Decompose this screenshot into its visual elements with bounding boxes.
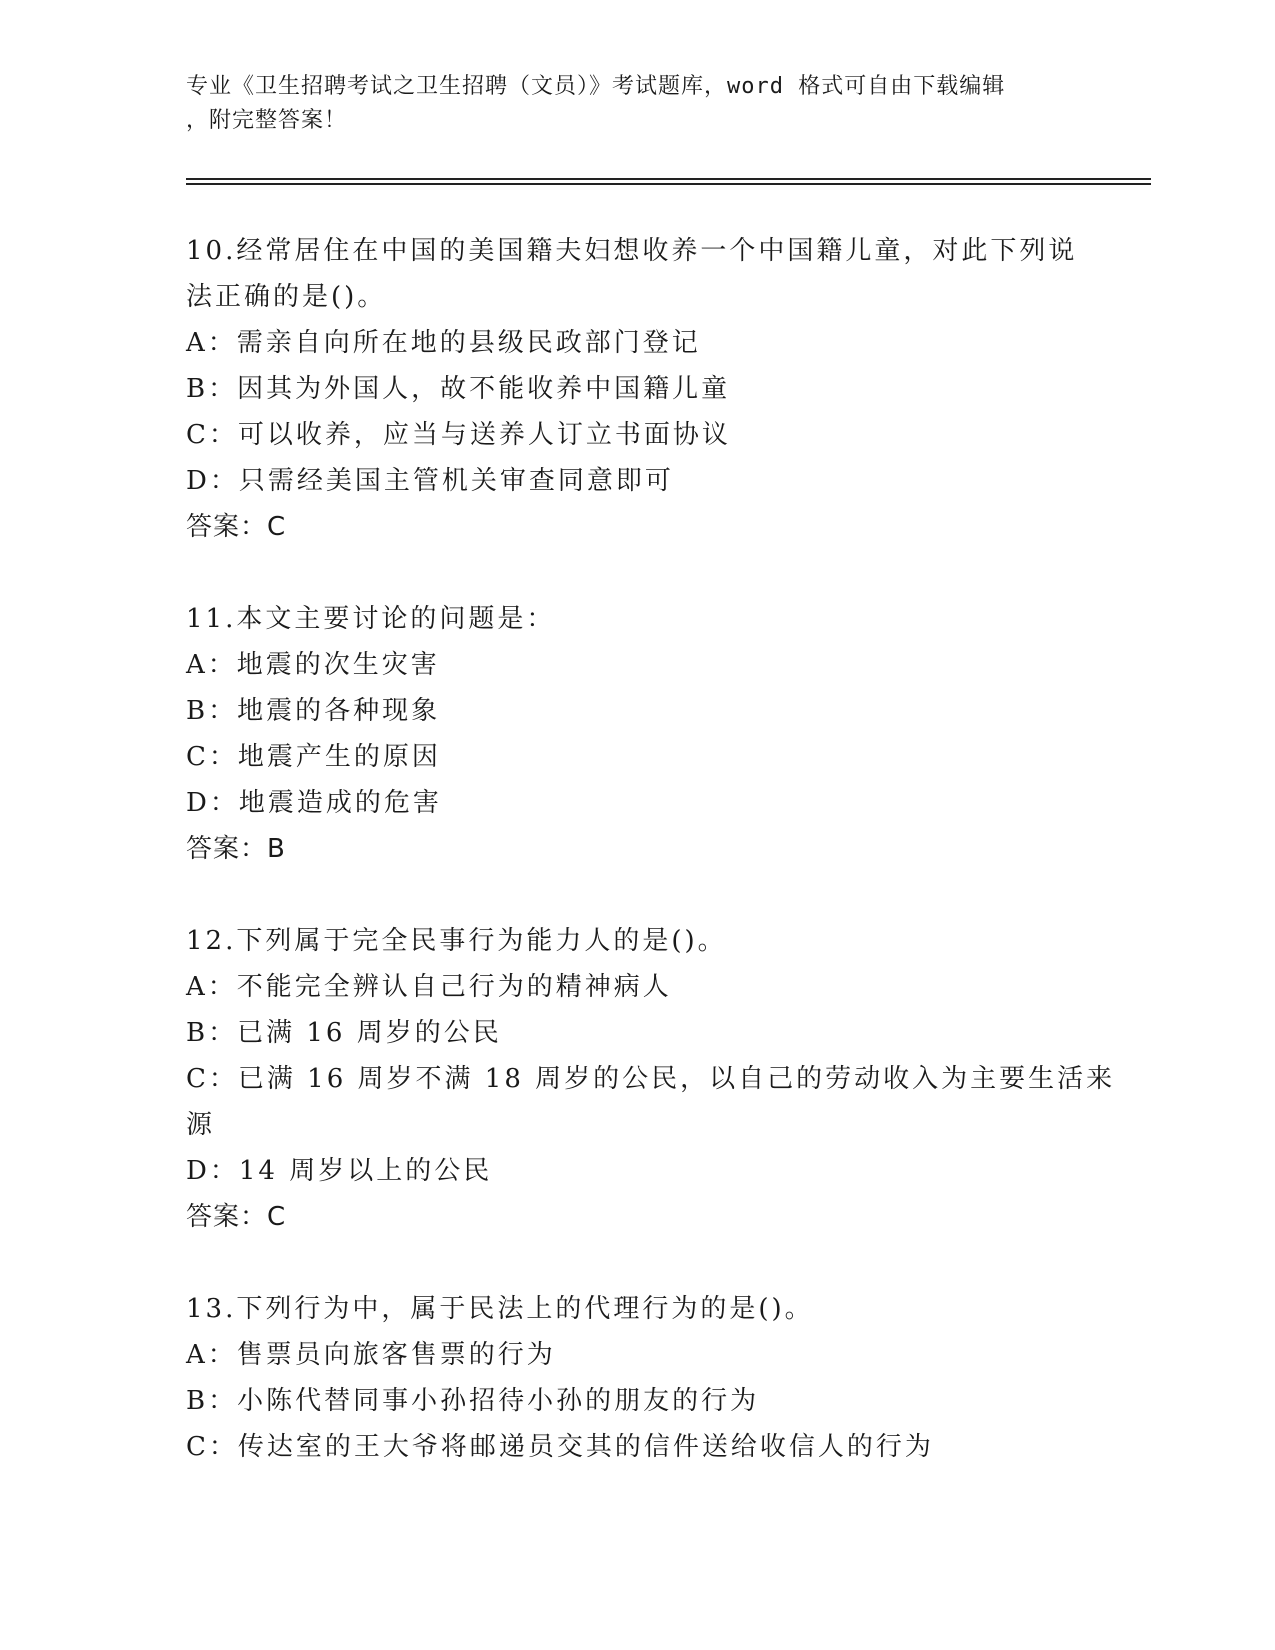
question-spacer <box>186 1240 1086 1286</box>
header-divider-top <box>186 178 1151 180</box>
answer-option: B：地震的各种现象 <box>186 696 441 726</box>
answer-option: C：可以收养，应当与送养人订立书面协议 <box>186 420 731 450</box>
question-block <box>186 918 1116 1286</box>
answer-option: 源 <box>186 1110 216 1140</box>
answer-key: 答案：B <box>186 834 286 864</box>
question-stem: 13.下列行为中，属于民法上的代理行为的是()。 <box>186 1294 814 1324</box>
question-block <box>186 1286 1086 1470</box>
answer-option: D：只需经美国主管机关审查同意即可 <box>186 466 674 496</box>
question-spacer <box>186 550 1086 596</box>
question-block <box>186 228 1086 596</box>
answer-option: C：已满 16 周岁不满 18 周岁的公民，以自己的劳动收入为主要生活来 <box>186 1064 1116 1094</box>
answer-option: B：因其为外国人，故不能收养中国籍儿童 <box>186 374 731 404</box>
answer-option: D：地震造成的危害 <box>186 788 442 818</box>
question-stem: 法正确的是()。 <box>186 282 387 312</box>
answer-option: D：14 周岁以上的公民 <box>186 1156 493 1186</box>
question-block <box>186 596 1086 918</box>
answer-option: A：售票员向旅客售票的行为 <box>186 1340 556 1370</box>
answer-option: A：地震的次生灾害 <box>186 650 440 680</box>
answer-option: A：不能完全辨认自己行为的精神病人 <box>186 972 672 1002</box>
question-stem: 10.经常居住在中国的美国籍夫妇想收养一个中国籍儿童，对此下列说 <box>186 236 1078 266</box>
answer-option: B：已满 16 周岁的公民 <box>186 1018 502 1048</box>
question-list <box>186 228 1116 1470</box>
answer-option: A：需亲自向所在地的县级民政部门登记 <box>186 328 701 358</box>
answer-key: 答案：C <box>186 1202 287 1232</box>
question-spacer <box>186 872 1086 918</box>
header-line-1: 专业《卫生招聘考试之卫生招聘（文员）》考试题库，word 格式可自由下载编辑 <box>186 74 1006 99</box>
answer-option: C：地震产生的原因 <box>186 742 441 772</box>
question-stem: 11.本文主要讨论的问题是： <box>186 604 556 634</box>
question-stem: 12.下列属于完全民事行为能力人的是()。 <box>186 926 727 956</box>
answer-option: B：小陈代替同事小孙招待小孙的朋友的行为 <box>186 1386 760 1416</box>
header-line-2: ，附完整答案！ <box>186 108 348 133</box>
answer-key: 答案：C <box>186 512 287 542</box>
document-header <box>186 70 1066 138</box>
header-divider-bottom <box>186 183 1151 185</box>
answer-option: C：传达室的王大爷将邮递员交其的信件送给收信人的行为 <box>186 1432 934 1462</box>
